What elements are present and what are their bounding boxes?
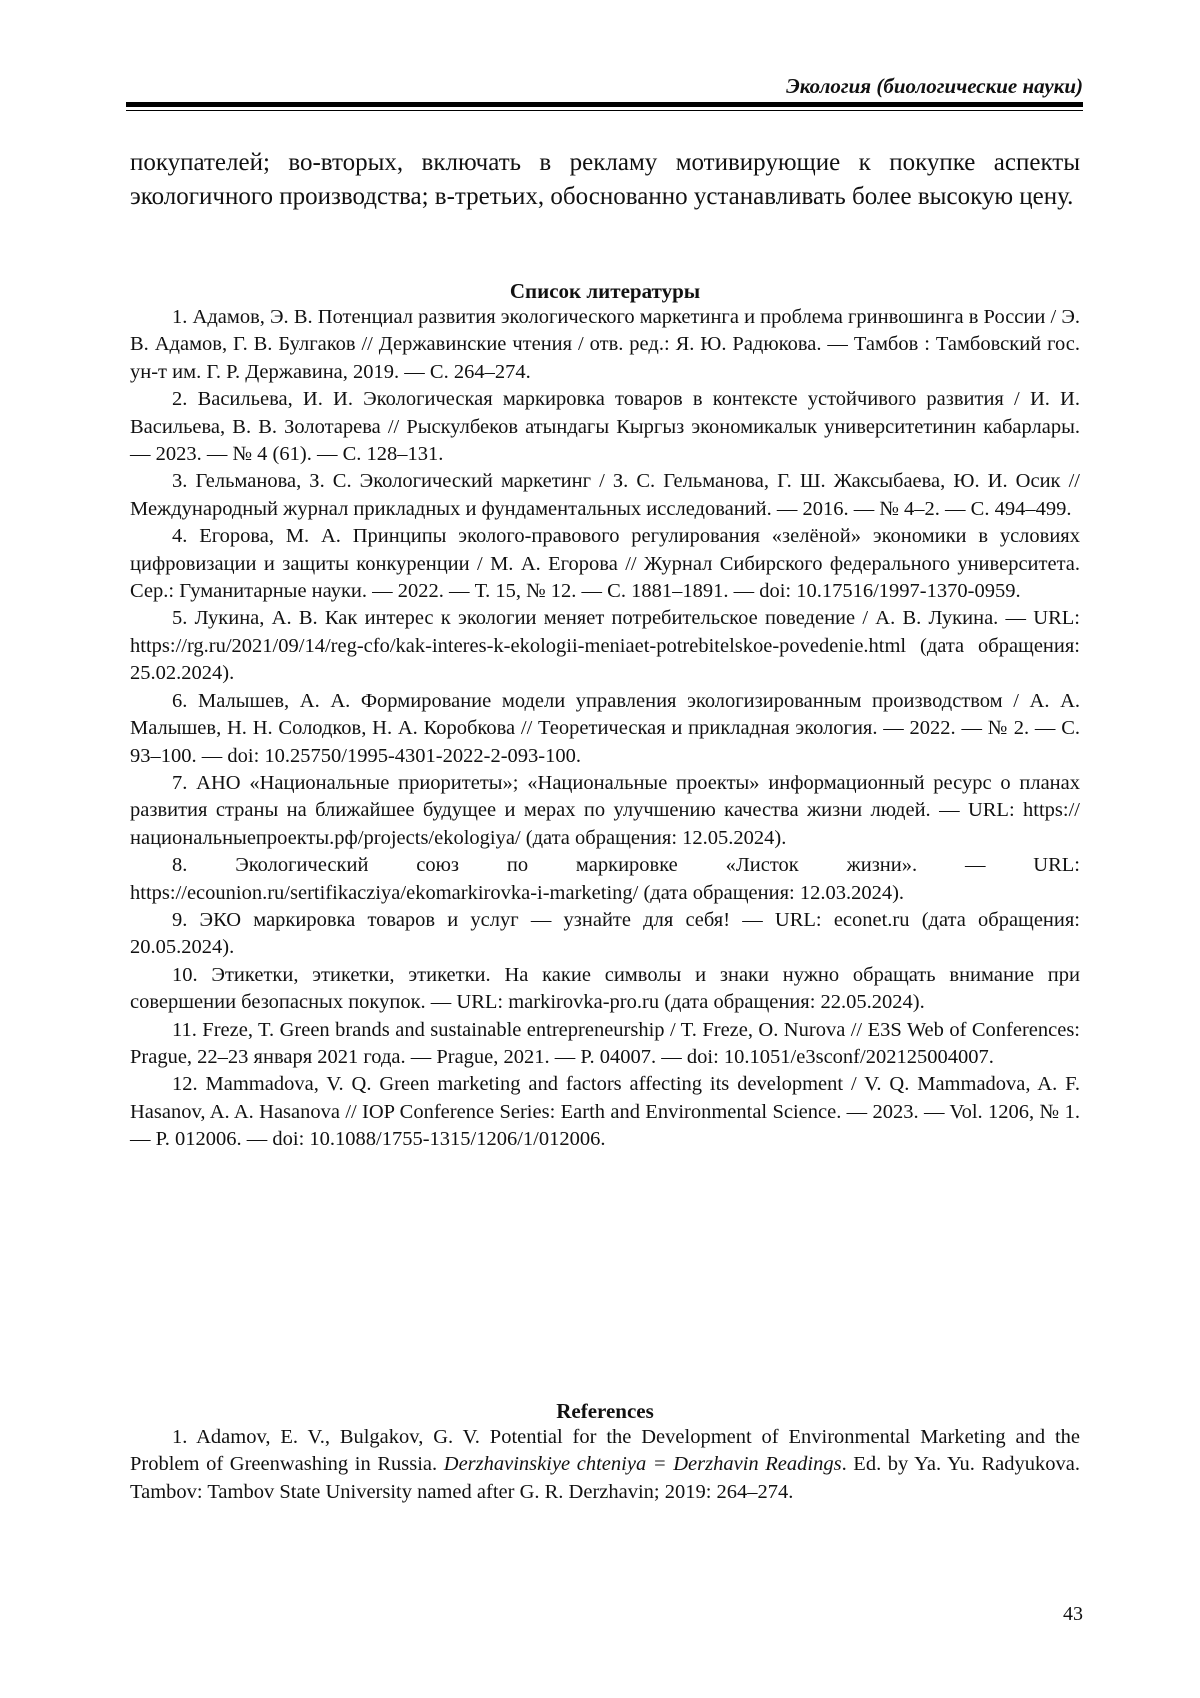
references-heading: References — [130, 1398, 1080, 1424]
references-section — [130, 1398, 1080, 1506]
bibliography-section — [130, 278, 1080, 1154]
bibliography-entry: 1. Адамов, Э. В. Потенциал развития экологического маркетинга и проблема гринвошинга в России / Э. В. Адамов, Г. В. Булгаков // Державинские чтения / отв. ред.: Я. Ю. Радюкова. — Тамбов : Тамбовский гос. ун-т им. Г. Р. Державина, 2019. — С. 264–274. — [130, 304, 1080, 386]
bibliography-entry: 7. АНО «Национальные приоритеты»; «Национальные проекты» информационный ресурс о планах развития страны на ближайшее будущее и мерах по улучшению качества жизни людей. — URL: https://национальныепроекты.рф/projects/ekologiya/ (дата обращения: 12.05.2024). — [130, 770, 1080, 852]
references-entry-lead: 1. Adamov, E. V., Bulgakov, G. V. Potential for the Development of Environmental Marketing and the Problem of Greenwashing in Russia. — [130, 1426, 1080, 1475]
bibliography-entry: 8. Экологический союз по маркировке «Листок жизни». — URL: https://ecounion.ru/sertifikacziya/ekomarkirovka-i-marketing/ (дата обращения: 12.03.2024). — [130, 852, 1080, 907]
header-rule-thin — [126, 110, 1083, 111]
page-number: 43 — [126, 1603, 1083, 1626]
references-entry — [130, 1424, 1080, 1506]
bibliography-entry: 11. Freze, T. Green brands and sustainable entrepreneurship / T. Freze, O. Nurova // E3S Web of Conferences: Prague, 22–23 января 2021 года. — Prague, 2021. — P. 04007. — doi: 10.1051/e3sconf/202125004007. — [130, 1017, 1080, 1072]
header-rule-thick — [126, 102, 1083, 107]
bibliography-entry: 6. Малышев, А. А. Формирование модели управления экологизированным производством / А. А. Малышев, Н. Н. Солодков, Н. А. Коробкова // Теоретическая и прикладная экология. — 2022. — № 2. — С. 93–100. — doi: 10.25750/1995-4301-2022-2-093-100. — [130, 688, 1080, 770]
bibliography-entry: 4. Егорова, М. А. Принципы эколого-правового регулирования «зелёной» экономики в условиях цифровизации и защиты конкуренции / М. А. Егорова // Журнал Сибирского федерального университета. Сер.: Гуманитарные науки. — 2022. — Т. 15, № 12. — С. 1881–1891. — doi: 10.17516/1997-1370-0959. — [130, 523, 1080, 605]
bibliography-entry: 5. Лукина, А. В. Как интерес к экологии меняет потребительское поведение / А. В. Лукина. — URL: https://rg.ru/2021/09/14/reg-cfo/kak-interes-k-ekologii-meniaet-potrebitelskoe-povedenie.html (дата обращения: 25.02.2024). — [130, 605, 1080, 687]
bibliography-entry: 12. Mammadova, V. Q. Green marketing and factors affecting its development / V. Q. Mammadova, A. F. Hasanov, A. A. Hasanova // IOP Conference Series: Earth and Environmental Science. — 2023. — Vol. 1206, № 1. — P. 012006. — doi: 10.1088/1755-1315/1206/1/012006. — [130, 1071, 1080, 1153]
bibliography-entry: 3. Гельманова, З. С. Экологический маркетинг / З. С. Гельманова, Г. Ш. Жаксыбаева, Ю. И. Осик // Международный журнал прикладных и фундаментальных исследований. — 2016. — № 4–2. — С. 494–499. — [130, 468, 1080, 523]
references-entry-journal: Derzhavinskiye chteniya = Derzhavin Readings — [444, 1453, 842, 1475]
bibliography-entry: 10. Этикетки, этикетки, этикетки. На какие символы и знаки нужно обращать внимание при совершении безопасных покупок. — URL: markirovka-pro.ru (дата обращения: 22.05.2024). — [130, 962, 1080, 1017]
bibliography-entry: 9. ЭКО маркировка товаров и услуг — узнайте для себя! — URL: econet.ru (дата обращения: 20.05.2024). — [130, 907, 1080, 962]
references-entry-tail: . Ed. by Ya. Yu. Radyukova. Tambov: Tambov State University named after G. R. Derzhavin; 2019: 264–274. — [130, 1453, 1080, 1502]
document-page — [0, 0, 1200, 1698]
bibliography-heading: Список литературы — [130, 278, 1080, 304]
bibliography-entry: 2. Васильева, И. И. Экологическая маркировка товаров в контексте устойчивого развития / И. И. Васильева, В. В. Золотарева // Рыскулбеков атындагы Кыргыз экономикалык университетинин кабарлары. — 2023. — № 4 (61). — С. 128–131. — [130, 386, 1080, 468]
running-header: Экология (биологические науки) — [126, 74, 1083, 98]
intro-paragraph: покупателей; во-вторых, включать в рекламу мотивирующие к покупке аспекты экологичного производства; в-третьих, обоснованно устанавливать более высокую цену. — [130, 146, 1080, 214]
